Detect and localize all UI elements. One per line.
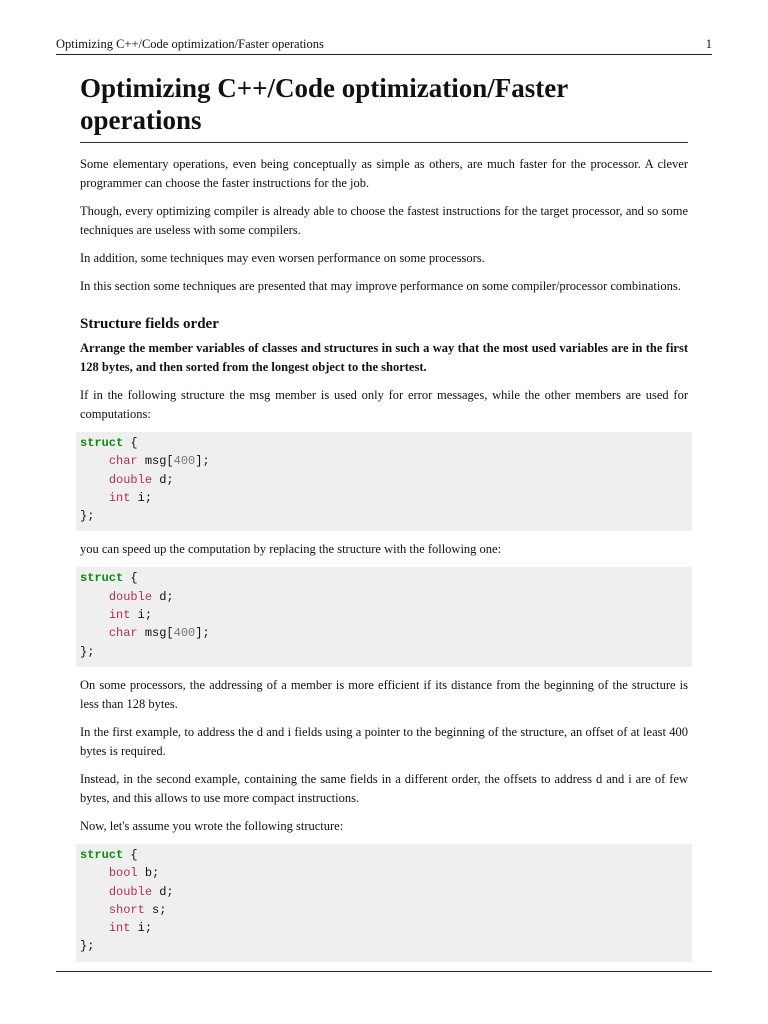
code-line: char msg[400]; [108, 454, 210, 469]
code-block-2 [76, 567, 692, 666]
code-line: double d; [108, 472, 174, 487]
running-header-title: Optimizing C++/Code optimization/Faster operations [56, 37, 324, 51]
code-line: struct { [80, 436, 138, 450]
paragraph-after-1: On some processors, the addressing of a member is more efficient if its distance from the beginning of the structure is less than 128 bytes. [80, 677, 688, 711]
footer-rule [56, 971, 712, 972]
code-type: char [108, 454, 138, 469]
code-type: double [108, 589, 153, 604]
intro-paragraph-2: Though, every optimizing compiler is already able to choose the fastest instructions for the target processor, and so some techniques are useless with some compilers. [80, 204, 688, 237]
page-title: Optimizing C++/Code optimization/Faster operations [80, 72, 688, 143]
code-line: double d; [108, 884, 174, 899]
code-keyword: struct [80, 571, 124, 586]
code-type: int [108, 608, 131, 623]
code-block-3 [76, 844, 692, 962]
intro-paragraph-3: In addition, some techniques may even worsen performance on some processors. [80, 251, 485, 265]
code-type: short [108, 902, 145, 917]
code-type: char [108, 626, 138, 641]
code-line: }; [80, 939, 95, 954]
code-line: char msg[400]; [108, 626, 210, 641]
code-line: int i; [108, 608, 153, 623]
code-line: }; [80, 509, 95, 524]
code-type: int [108, 490, 131, 505]
code-line: bool b; [108, 866, 160, 881]
paragraph-after-3: Instead, in the second example, containing the same fields in a different order, the offsets to address d and i are of few bytes, and this allows to use more compact instructions. [80, 771, 688, 805]
running-header [56, 36, 712, 52]
intro-paragraph-4: In this section some techniques are presented that may improve performance on some compiler/processor combinations. [80, 279, 681, 293]
code-type: int [108, 921, 131, 936]
paragraph-after-2: In the first example, to address the d and i fields using a pointer to the beginning of the structure, an offset of at least 400 bytes is required. [80, 724, 688, 758]
code-type: double [108, 472, 153, 487]
code-line: int i; [108, 490, 153, 505]
paragraph-before-code-1: If in the following structure the msg member is used only for error messages, while the other members are used for computations: [80, 388, 688, 421]
paragraph-after-4: Now, let's assume you wrote the following structure: [80, 818, 344, 833]
code-number: 400 [173, 626, 196, 641]
intro-paragraph-1: Some elementary operations, even being conceptually as simple as others, are much faster for the processor. A clever programmer can choose the faster instructions for the job. [80, 157, 688, 190]
code-type: bool [108, 866, 138, 881]
header-rule [56, 54, 712, 55]
paragraph-between-code: you can speed up the computation by replacing the structure with the following one: [80, 542, 502, 557]
code-number: 400 [173, 454, 196, 469]
code-line: struct { [80, 571, 138, 586]
page-number: 1 [705, 37, 712, 51]
code-line: int i; [108, 921, 153, 936]
page-content [80, 72, 688, 962]
code-keyword: struct [80, 847, 124, 862]
code-type: double [108, 884, 153, 899]
code-line: struct { [80, 847, 138, 862]
code-block-1 [76, 432, 692, 531]
code-keyword: struct [80, 436, 124, 450]
section-rule: Arrange the member variables of classes and structures in such a way that the most used variables are in the first 128 bytes, and then sorted from the longest object to the shortest. [80, 341, 688, 374]
code-line: short s; [108, 902, 167, 917]
code-line: double d; [108, 589, 174, 604]
code-line: }; [80, 644, 95, 659]
section-heading: Structure fields order [80, 316, 219, 332]
